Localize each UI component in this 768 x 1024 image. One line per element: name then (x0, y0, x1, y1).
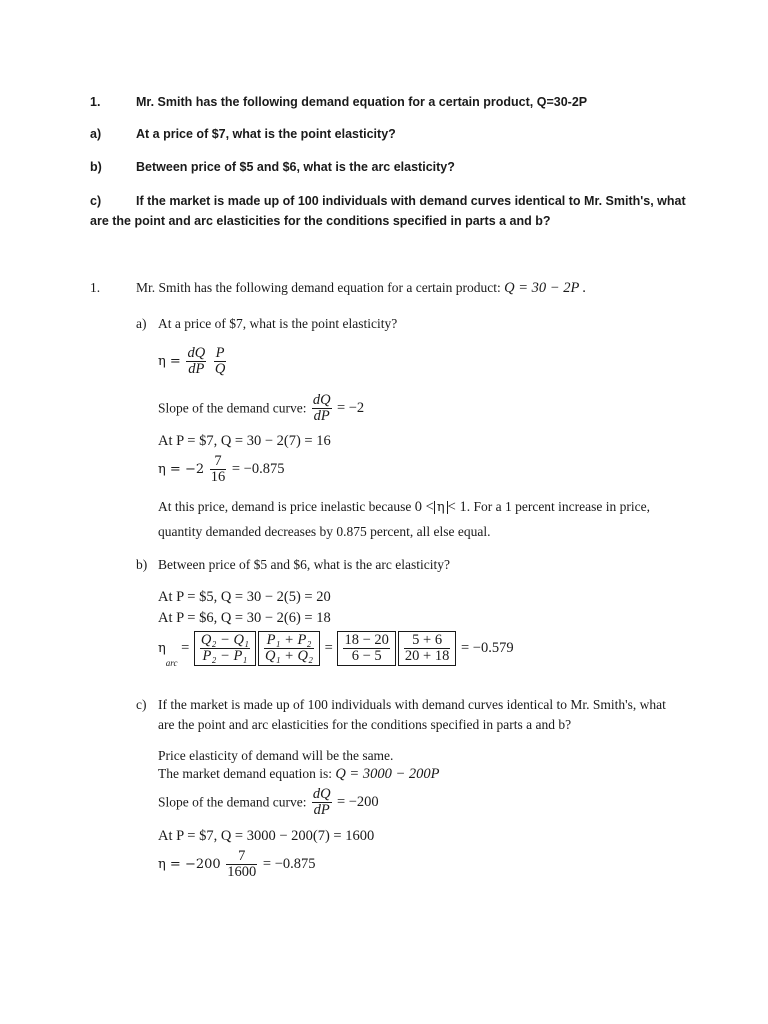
at-p5-line: At P = $5, Q = 30 − 2(5) = 20 (158, 589, 331, 605)
slope-value-c: = −200 (336, 794, 379, 811)
same-elasticity-text: Price elasticity of demand will be the same. (158, 748, 394, 763)
solution-intro-text: Mr. Smith has the following demand equation for a certain product: (136, 280, 501, 295)
slope-dp: dP (313, 408, 330, 425)
f4-num: 5 + 6 (412, 632, 443, 648)
num-7: 7 (214, 453, 222, 469)
c-den-1600: 1600 (227, 864, 257, 881)
slope-fraction-c (312, 787, 332, 818)
sol-c-question-line1: If the market is made up of 100 individuals with demand curves identical to Mr. Smith's, what (158, 697, 666, 712)
part-c-question-line1: If the market is made up of 100 individuals with demand curves identical to Mr. Smith's, what (136, 194, 686, 208)
part-a-label: a) (90, 127, 102, 141)
dp-denominator: dP (188, 361, 205, 378)
p-q-fraction (214, 346, 226, 377)
slope-line-c (158, 787, 379, 818)
part-c-label: c) (90, 194, 102, 208)
f3-den: 6 − 5 (343, 648, 389, 664)
part-c-question-line2: are the point and arc elasticities for the conditions specified in parts a and b? (90, 214, 551, 228)
bracket-4 (398, 631, 456, 666)
fraction-7-16 (210, 454, 227, 485)
arc-elasticity-formula (158, 631, 514, 668)
solution-number: 1. (90, 280, 101, 295)
dq-dp-fraction (186, 346, 206, 377)
f1-num: Q₂ − Q₁ (200, 632, 249, 648)
arc-subscript: arc (165, 658, 178, 669)
eta-c-post: = −0.875 (262, 856, 316, 873)
at-p7-market-line: At P = $7, Q = 3000 − 200(7) = 1600 (158, 828, 375, 844)
dq-numerator: dQ (187, 345, 206, 361)
frac-p1-p2 (264, 633, 314, 664)
conclusion-tail: . For a 1 percent increase in price, (466, 499, 651, 514)
arc-result: = −0.579 (460, 640, 514, 657)
slope-text: Slope of the demand curve: (158, 400, 307, 416)
f3-num: 18 − 20 (344, 632, 389, 648)
arc-eq2: = (324, 640, 333, 657)
eta-calc-pre: η = −2 (158, 462, 205, 478)
point-elasticity-formula (158, 346, 228, 377)
eta-c-pre: η = −200 (158, 857, 221, 873)
arc-eta: η (158, 641, 166, 657)
demand-equation: Q = 30 − 2P . (504, 280, 587, 296)
bracket-1 (194, 631, 256, 666)
sol-b-label: b) (136, 557, 148, 572)
solution-intro (136, 280, 586, 297)
den-16: 16 (210, 469, 226, 486)
slope-text-c: Slope of the demand curve: (158, 794, 307, 810)
f2-num: P₁ + P₂ (266, 632, 312, 648)
conclusion-text: At this price, demand is price inelastic because (158, 499, 412, 514)
market-demand-line (158, 766, 439, 783)
part-b-question: Between price of $5 and $6, what is the arc elasticity? (136, 160, 455, 174)
slope-line-a (158, 393, 364, 424)
slope-value: = −2 (336, 400, 365, 417)
slope-c-dq: dQ (312, 786, 331, 802)
bracket-3 (337, 631, 395, 666)
sol-a-question: At a price of $7, what is the point elasticity? (158, 316, 398, 331)
frac-18-20 (343, 633, 389, 664)
problem-statement: Mr. Smith has the following demand equation for a certain product, Q=30-2P (136, 95, 588, 109)
market-eq-text: The market demand equation is: (158, 766, 332, 781)
sol-c-question-line2: are the point and arc elasticities for the conditions specified in parts a and b? (158, 717, 572, 732)
conclusion-line1 (158, 499, 650, 516)
frac-5-6 (404, 633, 450, 664)
conclusion-line2: quantity demanded decreases by 0.875 percent, all else equal. (158, 524, 491, 539)
problem-number: 1. (90, 95, 101, 109)
at-p7-line: At P = $7, Q = 30 − 2(7) = 16 (158, 433, 331, 449)
slope-fraction (312, 393, 332, 424)
bracket-2 (258, 631, 320, 666)
p-numerator: P (215, 345, 225, 361)
frac-q2-q1 (200, 633, 250, 664)
market-eq: Q = 3000 − 200P (335, 766, 440, 782)
sol-c-label: c) (136, 697, 147, 712)
arc-eq1: = (181, 640, 190, 657)
ineq-left: 0 < (414, 499, 434, 515)
f4-den: 20 + 18 (404, 648, 450, 665)
abs-eta: η (434, 501, 448, 514)
f2-den: Q₁ + Q₂ (264, 648, 314, 665)
q-denominator: Q (214, 361, 226, 378)
eta-calc-post: = −0.875 (231, 461, 285, 478)
f1-den: P₂ − P₁ (200, 648, 250, 664)
c-num-7: 7 (238, 848, 246, 864)
fraction-7-1600 (226, 849, 257, 880)
slope-c-dp: dP (313, 802, 330, 819)
ineq-right: < 1 (447, 499, 467, 515)
eta-calc-c (158, 849, 316, 880)
sol-a-label: a) (136, 316, 147, 331)
at-p6-line: At P = $6, Q = 30 − 2(6) = 18 (158, 610, 331, 626)
eta-lhs: η = (158, 354, 181, 370)
slope-dq: dQ (312, 392, 331, 408)
part-a-question: At a price of $7, what is the point elasticity? (136, 127, 396, 141)
sol-b-question: Between price of $5 and $6, what is the arc elasticity? (158, 557, 451, 572)
eta-calc-a (158, 454, 284, 485)
part-b-label: b) (90, 160, 102, 174)
